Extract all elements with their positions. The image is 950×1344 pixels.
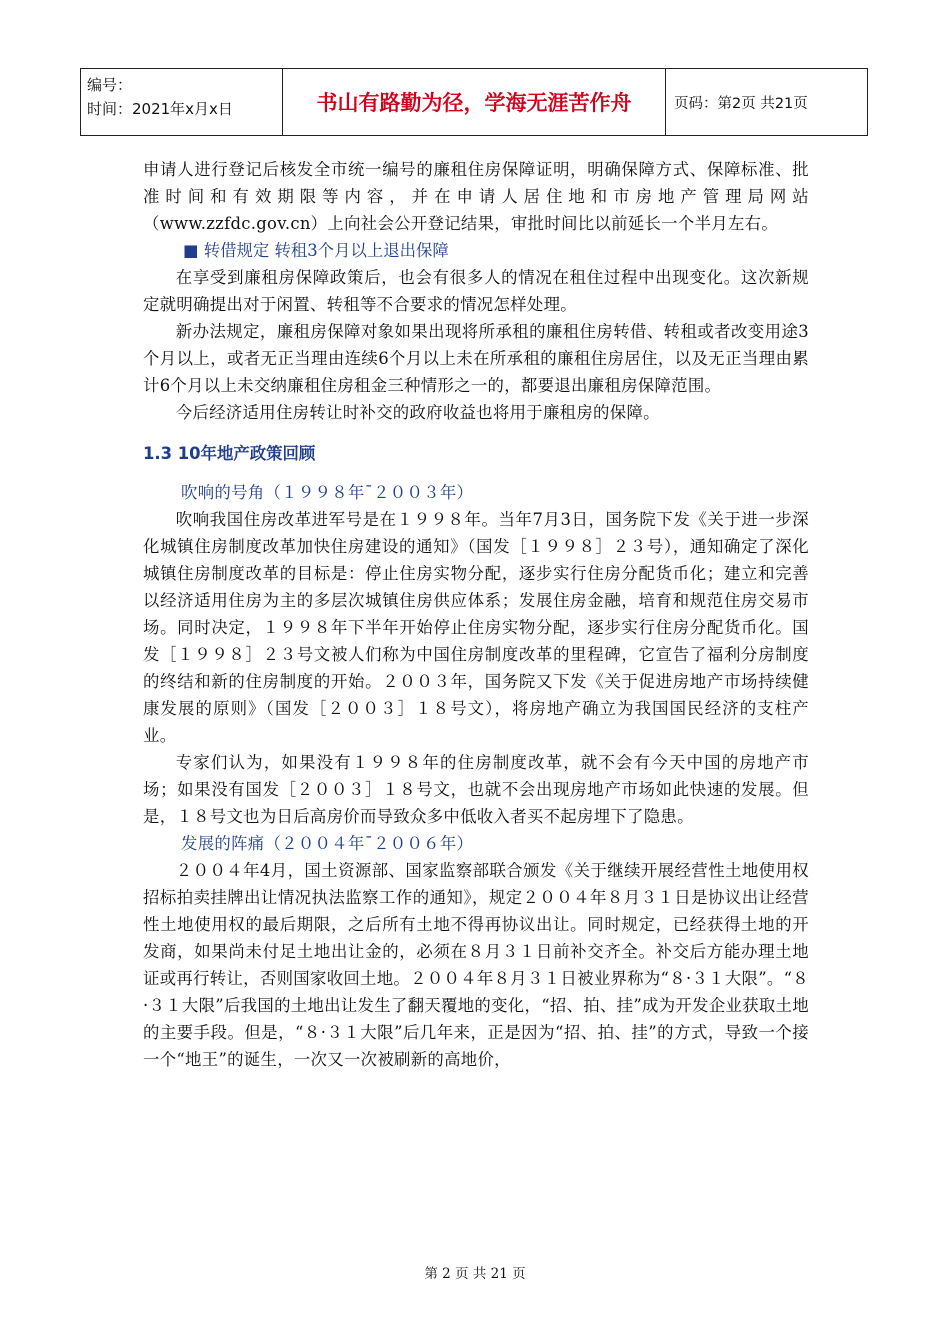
page-info: 页码：第2页 共21页 (674, 95, 808, 112)
subheading-1: 吹响的号角（１９９８年¯２００３年） (181, 483, 474, 502)
paragraph-4: 今后经济适用住房转让时补交的政府收益也将用于廉租房的保障。 (175, 403, 660, 422)
section-heading: 1.3 10年地产政策回顾 (143, 444, 316, 463)
header-left-cell (81, 69, 283, 135)
paragraph-2: 在享受到廉租房保障政策后，也会有很多人的情况在租住过程中出现变化。这次新规定就明确提出对于闲置、转租等不合要求的情况怎样处理。 (143, 268, 809, 314)
subheading-2: 发展的阵痛（２００４年¯２００６年） (181, 834, 474, 853)
page-footer: 第 2 页 共 21 页 (424, 1266, 526, 1282)
header-table (80, 68, 868, 136)
number-label: 编号： (87, 76, 133, 94)
paragraph-6: 专家们认为，如果没有１９９８年的住房制度改革，就不会有今天中国的房地产市场；如果没有国发［２００３］１８号文，也就不会出现房地产市场如此快速的发展。但是，１８号文也为日后高房价而导致众多中低收入者买不起房埋下了隐患。 (143, 753, 809, 826)
paragraph-5: 吹响我国住房改革进军号是在１９９８年。当年7月3日，国务院下发《关于进一步深化城镇住房制度改革加快住房建设的通知》（国发［１９９８］２３号），通知确定了深化城镇住房制度改革的目标是：停止住房实物分配，逐步实行住房分配货币化；建立和完善以经济适用住房为主的多层次城镇住房供应体系；发展住房金融，培育和规范住房交易市场。同时决定，１９９８年下半年开始停止住房实物分配，逐步实行住房分配货币化。国发［１９９８］２３号文被人们称为中国住房制度改革的里程碑，它宣告了福利分房制度的终结和新的住房制度的开始。２００３年，国务院又下发《关于促进房地产市场持续健康发展的原则》（国发［２００３］１８号文），将房地产确立为我国国民经济的支柱产业。 (143, 510, 809, 745)
bullet-heading: ■ 转借规定 转租3个月以上退出保障 (183, 241, 449, 260)
motto: 书山有路勤为径，学海无涯苦作舟 (283, 69, 666, 135)
time-label: 时间：2021年x月x日 (87, 100, 233, 118)
paragraph-1: 申请人进行登记后核发全市统一编号的廉租住房保障证明，明确保障方式、保障标准、批准时间和有效期限等内容，并在申请人居住地和市房地产管理局网站（www.zzfdc.gov.cn）上向社会公开登记结果，审批时间比以前延长一个半月左右。 (143, 160, 809, 233)
document-body (143, 156, 809, 1073)
paragraph-7: ２００４年4月，国土资源部、国家监察部联合颁发《关于继续开展经营性土地使用权招标拍卖挂牌出让情况执法监察工作的通知》，规定２００４年８月３１日是协议出让经营性土地使用权的最后期限，之后所有土地不得再协议出让。同时规定，已经获得土地的开发商，如果尚未付足土地出让金的，必须在８月３１日前补交齐全。补交后方能办理土地证或再行转让，否则国家收回土地。２００４年８月３１日被业界称为“８·３１大限”。“８·３１大限”后我国的土地出让发生了翻天覆地的变化，“招、拍、挂”成为开发企业获取土地的主要手段。但是，“８·３１大限”后几年来，正是因为“招、拍、挂”的方式，导致一个接一个“地王”的诞生，一次又一次被刷新的高地价， (143, 861, 809, 1069)
paragraph-3: 新办法规定，廉租房保障对象如果出现将所承租的廉租住房转借、转租或者改变用途3个月以上，或者无正当理由连续6个月以上未在所承租的廉租住房居住，以及无正当理由累计6个月以上未交纳廉租住房租金三种情形之一的，都要退出廉租房保障范围。 (143, 322, 809, 395)
